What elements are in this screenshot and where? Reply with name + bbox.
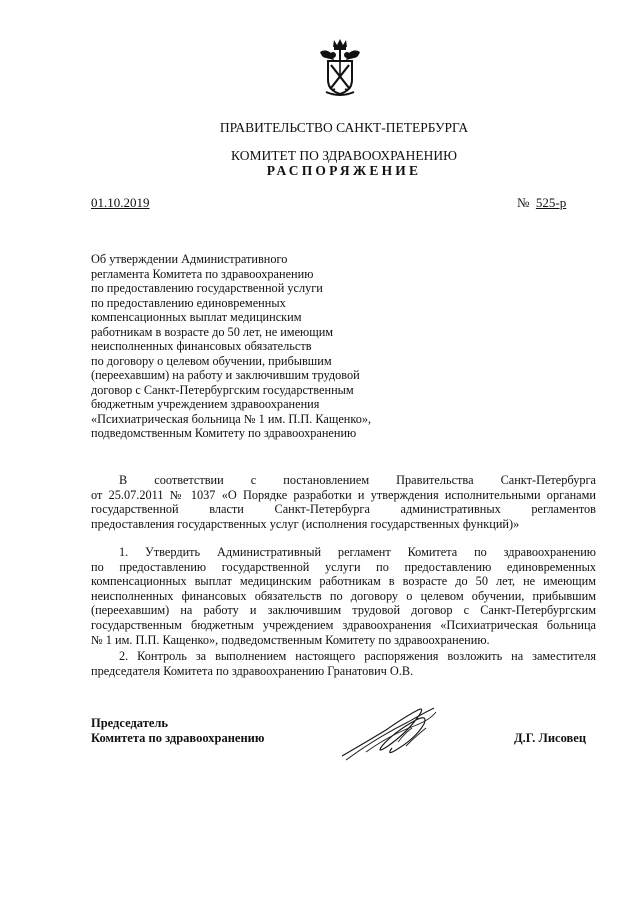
title-line: регламента Комитета по здравоохранению: [91, 266, 314, 281]
title-line: Об утверждении Административного: [91, 252, 288, 266]
signatory-position: [91, 716, 264, 746]
document-date: 01.10.2019: [91, 195, 150, 210]
committee-title: КОМИТЕТ ПО ЗДРАВООХРАНЕНИЮ: [231, 148, 457, 163]
title-line: по предоставлению государственной услуги: [91, 281, 323, 295]
coat-of-arms-emblem: [316, 36, 364, 98]
paragraph-line: по предоставлению государственной услуги по предоставлению единовременных: [91, 559, 596, 574]
paragraph-line: 1. Утвердить Административный регламент Комитета по здравоохранению: [119, 545, 596, 559]
title-line: работникам в возрасте до 50 лет, не имеющим: [91, 324, 334, 339]
number-prefix: №: [517, 195, 530, 210]
paragraph-line: неисполненных финансовых обязательств по договору о целевом обучении, прибывшим: [91, 588, 596, 603]
intro-paragraph: [91, 473, 596, 531]
signatory-name: Д.Г. Лисовец: [514, 731, 587, 745]
paragraph-line: от 25.07.2011 № 1037 «О Порядке разработки и утверждения исполнительными органами: [91, 487, 596, 502]
paragraph-line: государственной власти Санкт-Петербурга административных регламентов: [91, 502, 596, 517]
title-line: (переехавшим) на работу и заключившим трудовой: [91, 368, 360, 382]
paragraph-line: государственным бюджетным учреждением здравоохранения «Психиатрическая больница: [91, 617, 596, 632]
title-line: неисполненных финансовых обязательств: [91, 339, 312, 353]
paragraph-line: № 1 им. П.П. Кащенко», подведомственным Комитету по здравоохранению.: [91, 632, 490, 647]
title-line: по договору о целевом обучении, прибывшим: [91, 353, 332, 368]
document-title: [91, 252, 421, 441]
title-line: бюджетным учреждением здравоохранения: [91, 397, 320, 411]
position-line: Комитета по здравоохранению: [91, 731, 265, 745]
handwritten-signature: [336, 702, 441, 764]
government-title: ПРАВИТЕЛЬСТВО САНКТ-ПЕТЕРБУРГА: [219, 120, 469, 135]
title-line: договор с Санкт-Петербургским государственным: [91, 382, 354, 397]
paragraph-line: (переехавшим) на работу и заключившим трудовой договор с Санкт-Петербургским: [91, 603, 596, 618]
paragraph-line: председателя Комитета по здравоохранению Гранатович О.В.: [91, 663, 414, 678]
title-line: «Психиатрическая больница № 1 им. П.П. Кащенко»,: [91, 411, 372, 426]
document-number: [517, 195, 566, 211]
title-line: подведомственным Комитету по здравоохранению: [91, 426, 357, 440]
paragraph-line: 2. Контроль за выполнением настоящего распоряжения возложить на заместителя: [119, 649, 596, 663]
item-1-paragraph: [91, 545, 596, 647]
position-line: Председатель: [91, 716, 169, 730]
item-2-paragraph: [91, 649, 596, 678]
paragraph-line: В соответствии с постановлением Правительства Санкт-Петербурга: [119, 473, 596, 487]
document-type: РАСПОРЯЖЕНИЕ: [266, 163, 422, 178]
number-value: 525-р: [535, 195, 567, 210]
paragraph-line: компенсационных выплат медицинским работникам в возрасте до 50 лет, не имеющим: [91, 574, 596, 589]
paragraph-line: предоставления государственных услуг (исполнения государственных функций)»: [91, 516, 520, 531]
title-line: по предоставлению единовременных: [91, 295, 286, 310]
title-line: компенсационных выплат медицинским: [91, 310, 302, 324]
